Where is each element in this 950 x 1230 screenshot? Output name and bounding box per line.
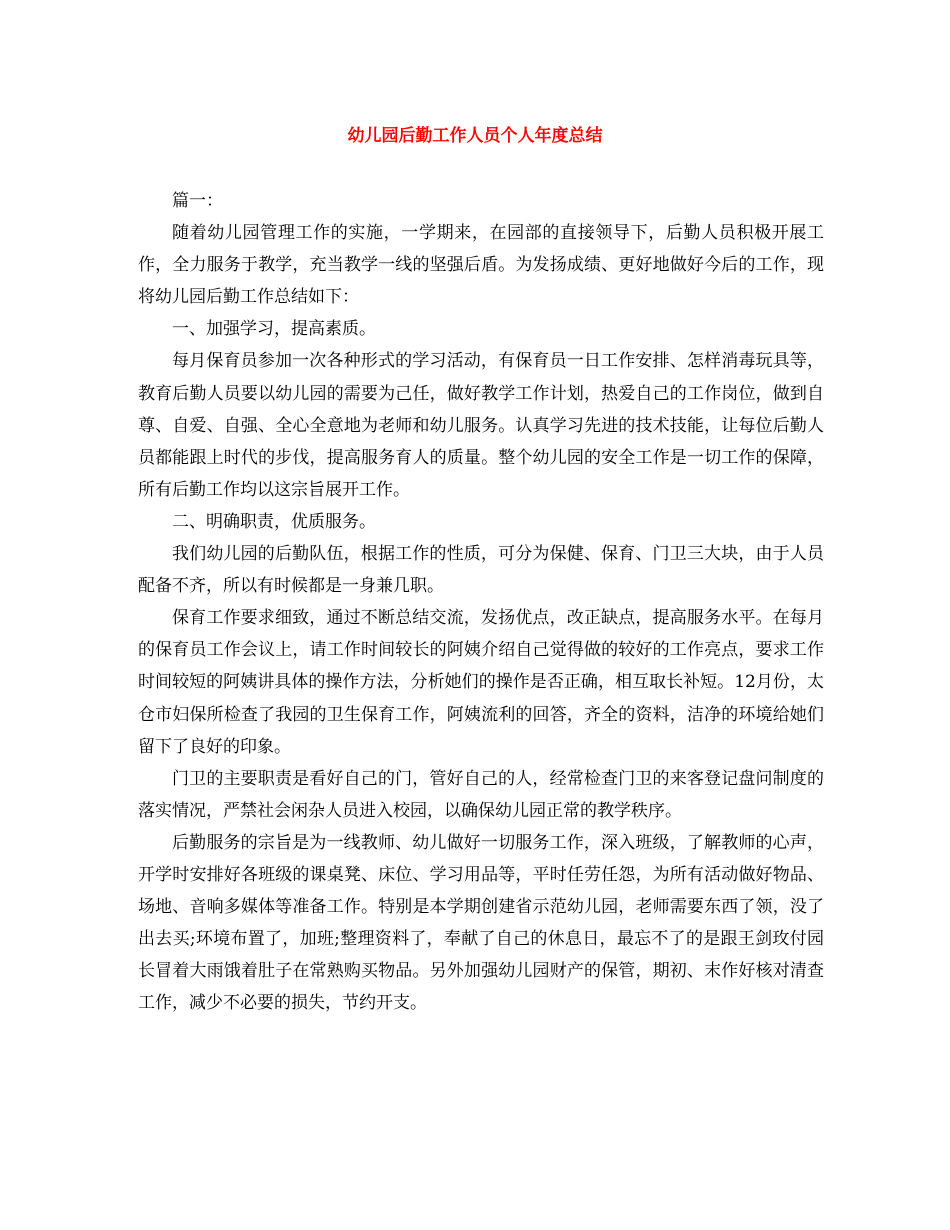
paragraph-guard: 门卫的主要职责是看好自己的门，管好自己的人，经常检查门卫的来客登记盘问制度的落实情况，严禁社会闲杂人员进入校园，以确保幼儿园正常的教学秩序。 (138, 768, 824, 821)
paragraph-section-label: 篇一： (172, 191, 223, 211)
paragraph-intro: 随着幼儿园管理工作的实施，一学期来，在园部的直接领导下，后勤人员积极开展工作，全力服务于教学，充当教学一线的坚强后盾。为发扬成绩、更好地做好今后的工作，现将幼儿园后勤工作总结如下： (138, 223, 824, 308)
section-heading-1: 一、加强学习，提高素质。 (172, 319, 376, 340)
document-body (138, 185, 824, 1019)
paragraph-team: 我们幼儿园的后勤队伍，根据工作的性质，可分为保健、保育、门卫三大块，由于人员配备不齐，所以有时候都是一身兼几职。 (138, 544, 824, 597)
document-title: 幼儿园后勤工作人员个人年度总结 (347, 126, 603, 146)
paragraph-logistics-service: 后勤服务的宗旨是为一线教师、幼儿做好一切服务工作，深入班级，了解教师的心声，开学时安排好各班级的课桌凳、床位、学习用品等，平时任劳任怨，为所有活动做好物品、场地、音响多媒体等准备工作。特别是本学期创建省示范幼儿园，老师需要东西了领，没了出去买;环境布置了，加班;整理资料了，奉献了自己的休息日，最忘不了的是跟王剑玫付园长冒着大雨饿着肚子在常熟购买物品。另外加强幼儿园财产的保管，期初、末作好核对清查工作，减少不必要的损失，节约开支。 (138, 832, 824, 1014)
paragraph-care-work: 保育工作要求细致，通过不断总结交流，发扬优点，改正缺点，提高服务水平。在每月的保育员工作会议上，请工作时间较长的阿姨介绍自己觉得做的较好的工作亮点，要求工作时间较短的阿姨讲具体的操作方法，分析她们的操作是否正确，相互取长补短。12月份，太仓市妇保所检查了我园的卫生保育工作，阿姨流利的回答，齐全的资料，洁净的环境给她们留下了良好的印象。 (138, 608, 824, 757)
paragraph-study: 每月保育员参加一次各种形式的学习活动，有保育员一日工作安排、怎样消毒玩具等，教育后勤人员要以幼儿园的需要为己任，做好教学工作计划，热爱自己的工作岗位，做到自尊、自爱、自强、全心全意地为老师和幼儿服务。认真学习先进的技术技能，让每位后勤人员都能跟上时代的步伐，提高服务育人的质量。整个幼儿园的安全工作是一切工作的保障，所有后勤工作均以这宗旨展开工作。 (138, 351, 824, 500)
section-heading-2: 二、明确职责，优质服务。 (172, 511, 376, 532)
